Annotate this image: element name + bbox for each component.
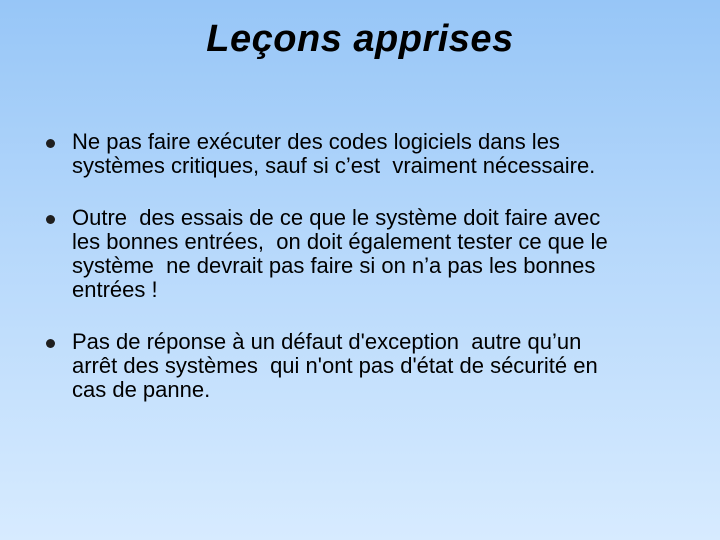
bullet-icon [46,339,55,348]
bullet-icon [46,139,55,148]
bullet-text-3: Pas de réponse à un défaut d'exception autre qu’un arrêt des systèmes qui n'ont pas d'état de sécurité en cas de panne. [72,329,598,402]
slide-title: Leçons apprises [206,18,514,60]
bullet-icon [46,215,55,224]
bullet-text-1: Ne pas faire exécuter des codes logiciels dans les systèmes critiques, sauf si c’est vraiment nécessaire. [72,129,596,178]
bullet-item-3 [46,330,686,402]
bullet-list [46,130,686,430]
bullet-item-1 [46,130,686,178]
bullet-item-2 [46,206,686,302]
bullet-text-2: Outre des essais de ce que le système doit faire avec les bonnes entrées, on doit également tester ce que le système ne devrait pas faire si on n’a pas les bonnes entrées ! [72,205,608,302]
